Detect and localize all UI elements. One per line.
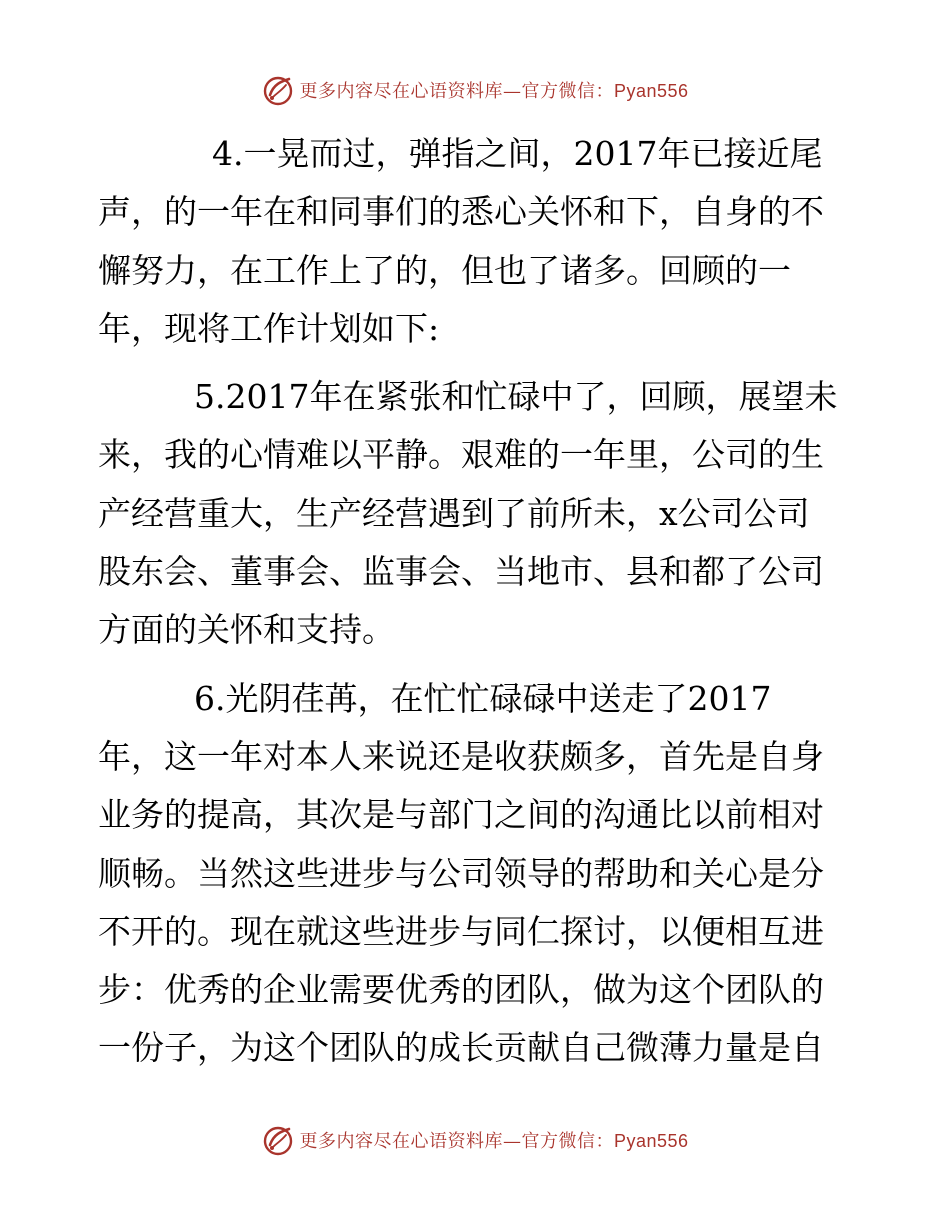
text-line: 股东会、董事会、监事会、当地市、县和都了公司 bbox=[98, 552, 824, 592]
text-line: 4.一晃而过，弹指之间，2017年已接近尾 bbox=[212, 134, 823, 173]
footer-banner bbox=[0, 1120, 950, 1160]
banner-text bbox=[299, 77, 688, 103]
text-line: 6.光阴荏苒，在忙忙碌碌中送走了2017 bbox=[194, 678, 772, 718]
text-line: 一份子，为这个团队的成长贡献自己微薄力量是自 bbox=[98, 1028, 824, 1068]
text-line: 顺畅。当然这些进步与公司领导的帮助和关心是分 bbox=[98, 853, 824, 893]
logo-icon bbox=[261, 1123, 295, 1157]
text-line: 产经营重大，生产经营遇到了前所未，x公司公司 bbox=[98, 493, 810, 533]
text-line: 来，我的心情难以平静。艰难的一年里，公司的生 bbox=[98, 435, 824, 475]
wechat-id: Pyan556 bbox=[613, 1131, 689, 1151]
text-line: 年，现将工作计划如下: bbox=[98, 308, 440, 348]
text-line: 不开的。现在就这些进步与同仁探讨，以便相互进 bbox=[98, 911, 824, 951]
document-body bbox=[98, 125, 858, 1078]
header-banner bbox=[0, 70, 950, 110]
banner-text bbox=[299, 1127, 688, 1153]
banner-label: 更多内容尽在心语资料库—官方微信： bbox=[299, 81, 614, 102]
logo-icon bbox=[261, 73, 295, 107]
text-line: 步：优秀的企业需要优秀的团队，做为这个团队的 bbox=[98, 970, 824, 1010]
text-line: 业务的提高，其次是与部门之间的沟通比以前相对 bbox=[98, 795, 824, 835]
text-line: 懈努力，在工作上了的，但也了诸多。回顾的一 bbox=[98, 250, 791, 290]
text-line: 方面的关怀和支持。 bbox=[98, 610, 395, 650]
text-line: 声，的一年在和同事们的悉心关怀和下，自身的不 bbox=[98, 192, 824, 232]
wechat-id: Pyan556 bbox=[613, 81, 689, 101]
banner-label: 更多内容尽在心语资料库—官方微信： bbox=[299, 1131, 614, 1152]
text-line: 年，这一年对本人来说还是收获颇多，首先是自身 bbox=[98, 736, 824, 776]
text-line: 5.2017年在紧张和忙碌中了，回顾，展望未 bbox=[194, 377, 838, 417]
